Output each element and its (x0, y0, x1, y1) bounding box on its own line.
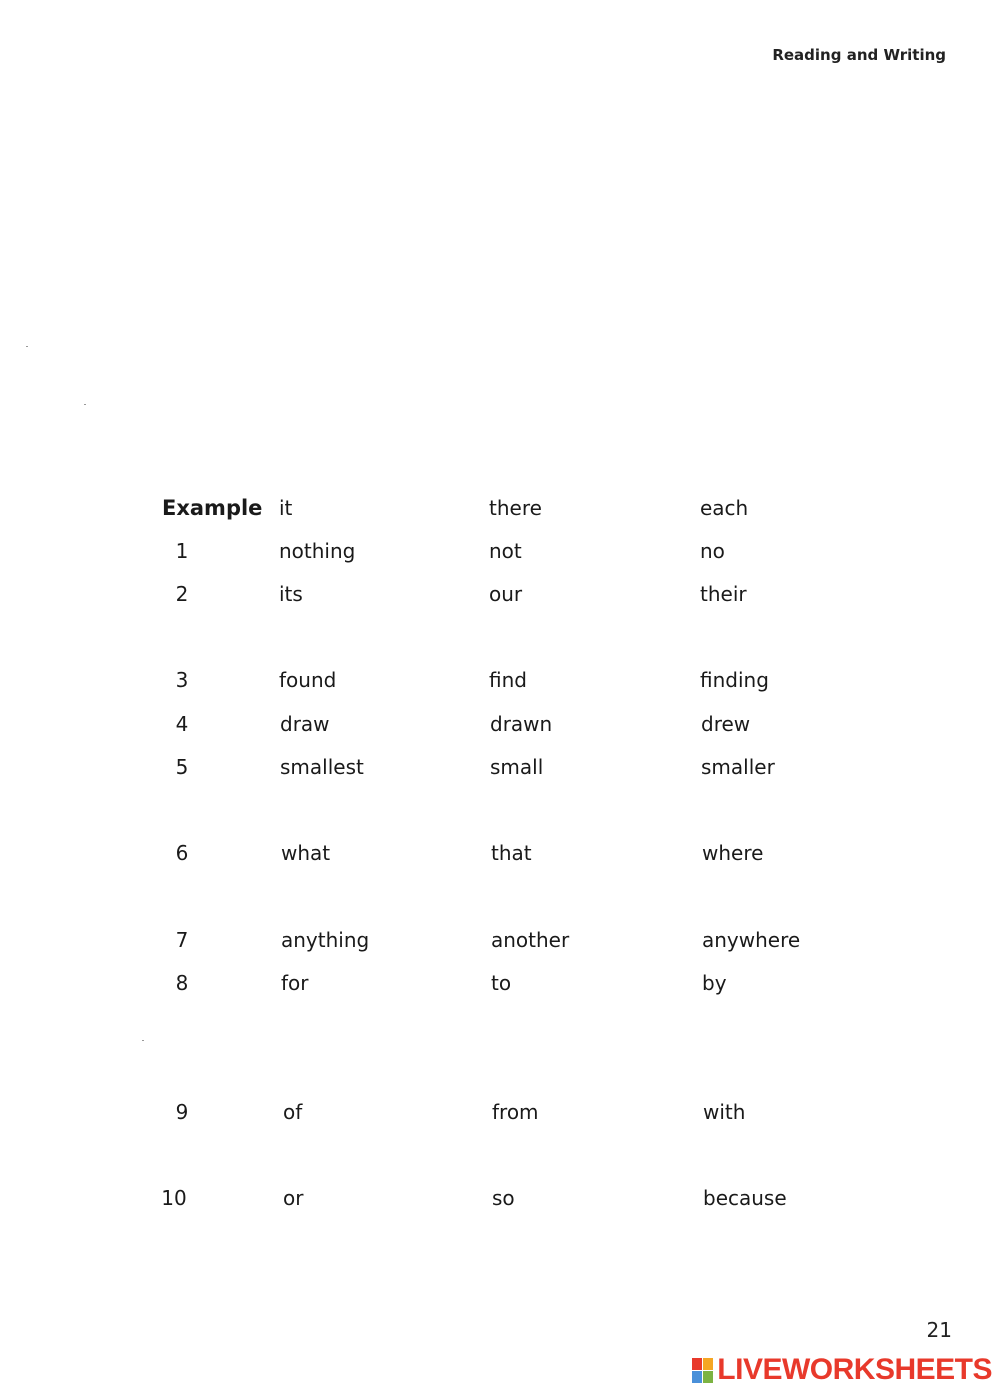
option-b: there (489, 496, 542, 520)
option-c: by (702, 971, 727, 995)
option-c: with (703, 1100, 746, 1124)
section-header: Reading and Writing (772, 46, 946, 64)
option-a: smallest (280, 755, 364, 779)
option-c: anywhere (702, 928, 801, 952)
question-number: 9 (175, 1100, 189, 1124)
question-number: 1 (175, 539, 189, 563)
option-b: not (489, 539, 522, 563)
option-b: that (491, 841, 532, 865)
option-b: so (492, 1186, 515, 1210)
scan-speck (84, 404, 86, 405)
logo-square (703, 1371, 713, 1383)
liveworksheets-brand (692, 1355, 992, 1385)
option-a: what (281, 841, 331, 865)
option-c: because (703, 1186, 787, 1210)
option-c: each (700, 496, 749, 520)
option-a: found (279, 668, 337, 692)
option-c: their (700, 582, 747, 606)
option-c: smaller (701, 755, 775, 779)
example-label: Example (162, 496, 263, 520)
option-a: of (283, 1100, 303, 1124)
question-number: 6 (175, 841, 189, 865)
option-c: where (702, 841, 764, 865)
question-number: 5 (175, 755, 189, 779)
option-b: drawn (490, 712, 553, 736)
logo-square (692, 1358, 702, 1370)
question-number: 7 (175, 928, 189, 952)
option-a: for (281, 971, 309, 995)
option-a: nothing (279, 539, 356, 563)
option-a: it (279, 496, 293, 520)
option-c: no (700, 539, 725, 563)
option-b: to (491, 971, 512, 995)
option-a: anything (281, 928, 370, 952)
liveworksheets-logo-icon (692, 1358, 713, 1383)
scan-speck (142, 1040, 144, 1041)
option-b: small (490, 755, 544, 779)
option-b: our (489, 582, 523, 606)
option-b: another (491, 928, 570, 952)
option-a: or (283, 1186, 304, 1210)
logo-square (703, 1358, 713, 1370)
question-number: 8 (175, 971, 189, 995)
question-number: 3 (175, 668, 189, 692)
option-c: finding (700, 668, 769, 692)
scan-speck (26, 346, 28, 347)
question-number: 2 (175, 582, 189, 606)
option-a: its (279, 582, 303, 606)
question-number: 10 (161, 1186, 187, 1210)
question-number: 4 (175, 712, 189, 736)
logo-square (692, 1371, 702, 1383)
option-a: draw (280, 712, 330, 736)
brand-text: LIVEWORKSHEETS (717, 1353, 992, 1386)
option-b: from (492, 1100, 539, 1124)
option-c: drew (701, 712, 751, 736)
option-b: find (489, 668, 527, 692)
page-number: 21 (926, 1318, 952, 1342)
